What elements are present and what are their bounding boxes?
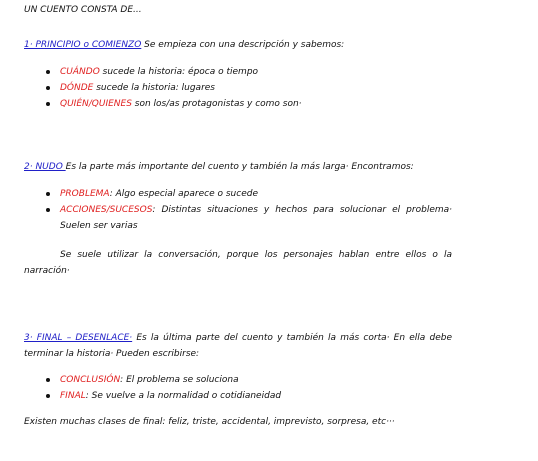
list-item: [60, 202, 452, 234]
list-item: [60, 96, 452, 112]
bullet-icon: [46, 70, 50, 74]
bullet-icon: [46, 192, 50, 196]
heading-text: Es la última parte del cuento y también la más corta· En ella debe terminar la historia· Pueden escribirse:: [24, 333, 453, 359]
item-text: son los/as protagonistas y como son·: [131, 99, 302, 109]
item-text: : Algo especial aparece o sucede: [109, 189, 258, 199]
item-text: : El problema se soluciona: [120, 375, 239, 385]
document-title: UN CUENTO CONSTA DE...: [24, 5, 142, 15]
bullet-list: [24, 64, 452, 112]
heading-text: Es la parte más importante del cuento y también la más larga· Encontramos:: [65, 162, 414, 172]
section-heading: [24, 39, 452, 52]
bullet-icon: [46, 208, 50, 212]
heading-label: 3· FINAL – DESENLACE·: [24, 333, 133, 343]
item-key: CONCLUSIÓN: [60, 375, 121, 385]
item-key: PROBLEMA: [60, 189, 110, 199]
heading-text: Se empieza con una descripción y sabemos:: [141, 40, 345, 50]
item-text: sucede la historia: época o tiempo: [99, 67, 259, 77]
list-item: [60, 80, 452, 96]
item-key: DÓNDE: [60, 83, 94, 93]
section-final: [24, 330, 452, 429]
section-heading: [24, 330, 452, 362]
closing-text: Existen muchas clases de final: feliz, triste, accidental, imprevisto, sorpresa, etc···: [24, 417, 395, 427]
item-key: FINAL: [60, 391, 86, 401]
list-item: [60, 186, 452, 202]
bullet-list: [24, 372, 452, 404]
paragraph: Se suele utilizar la conversación, porque los personajes hablan entre ellos o la narración·: [24, 250, 452, 276]
bullet-list: [24, 186, 452, 234]
bullet-icon: [46, 378, 50, 382]
heading-label: 2· NUDO: [24, 162, 66, 172]
item-text: : Distintas situaciones y hechos para solucionar el problema· Suelen ser varias: [60, 205, 452, 231]
item-key: QUIÉN/QUIENES: [60, 99, 132, 109]
heading-label: 1· PRINCIPIO o COMIENZO: [24, 40, 142, 50]
bullet-icon: [46, 102, 50, 106]
item-key: CUÁNDO: [60, 67, 100, 77]
list-item: [60, 64, 452, 80]
section-nudo: [24, 161, 452, 279]
item-key: ACCIONES/SUCESOS: [60, 205, 153, 215]
section-heading: [24, 161, 452, 174]
list-item: [60, 372, 452, 388]
bullet-icon: [46, 394, 50, 398]
item-text: : Se vuelve a la normalidad o cotidianeidad: [85, 391, 282, 401]
list-item: [60, 388, 452, 404]
bullet-icon: [46, 86, 50, 90]
item-text: sucede la historia: lugares: [93, 83, 215, 93]
section-principio: [24, 39, 452, 112]
